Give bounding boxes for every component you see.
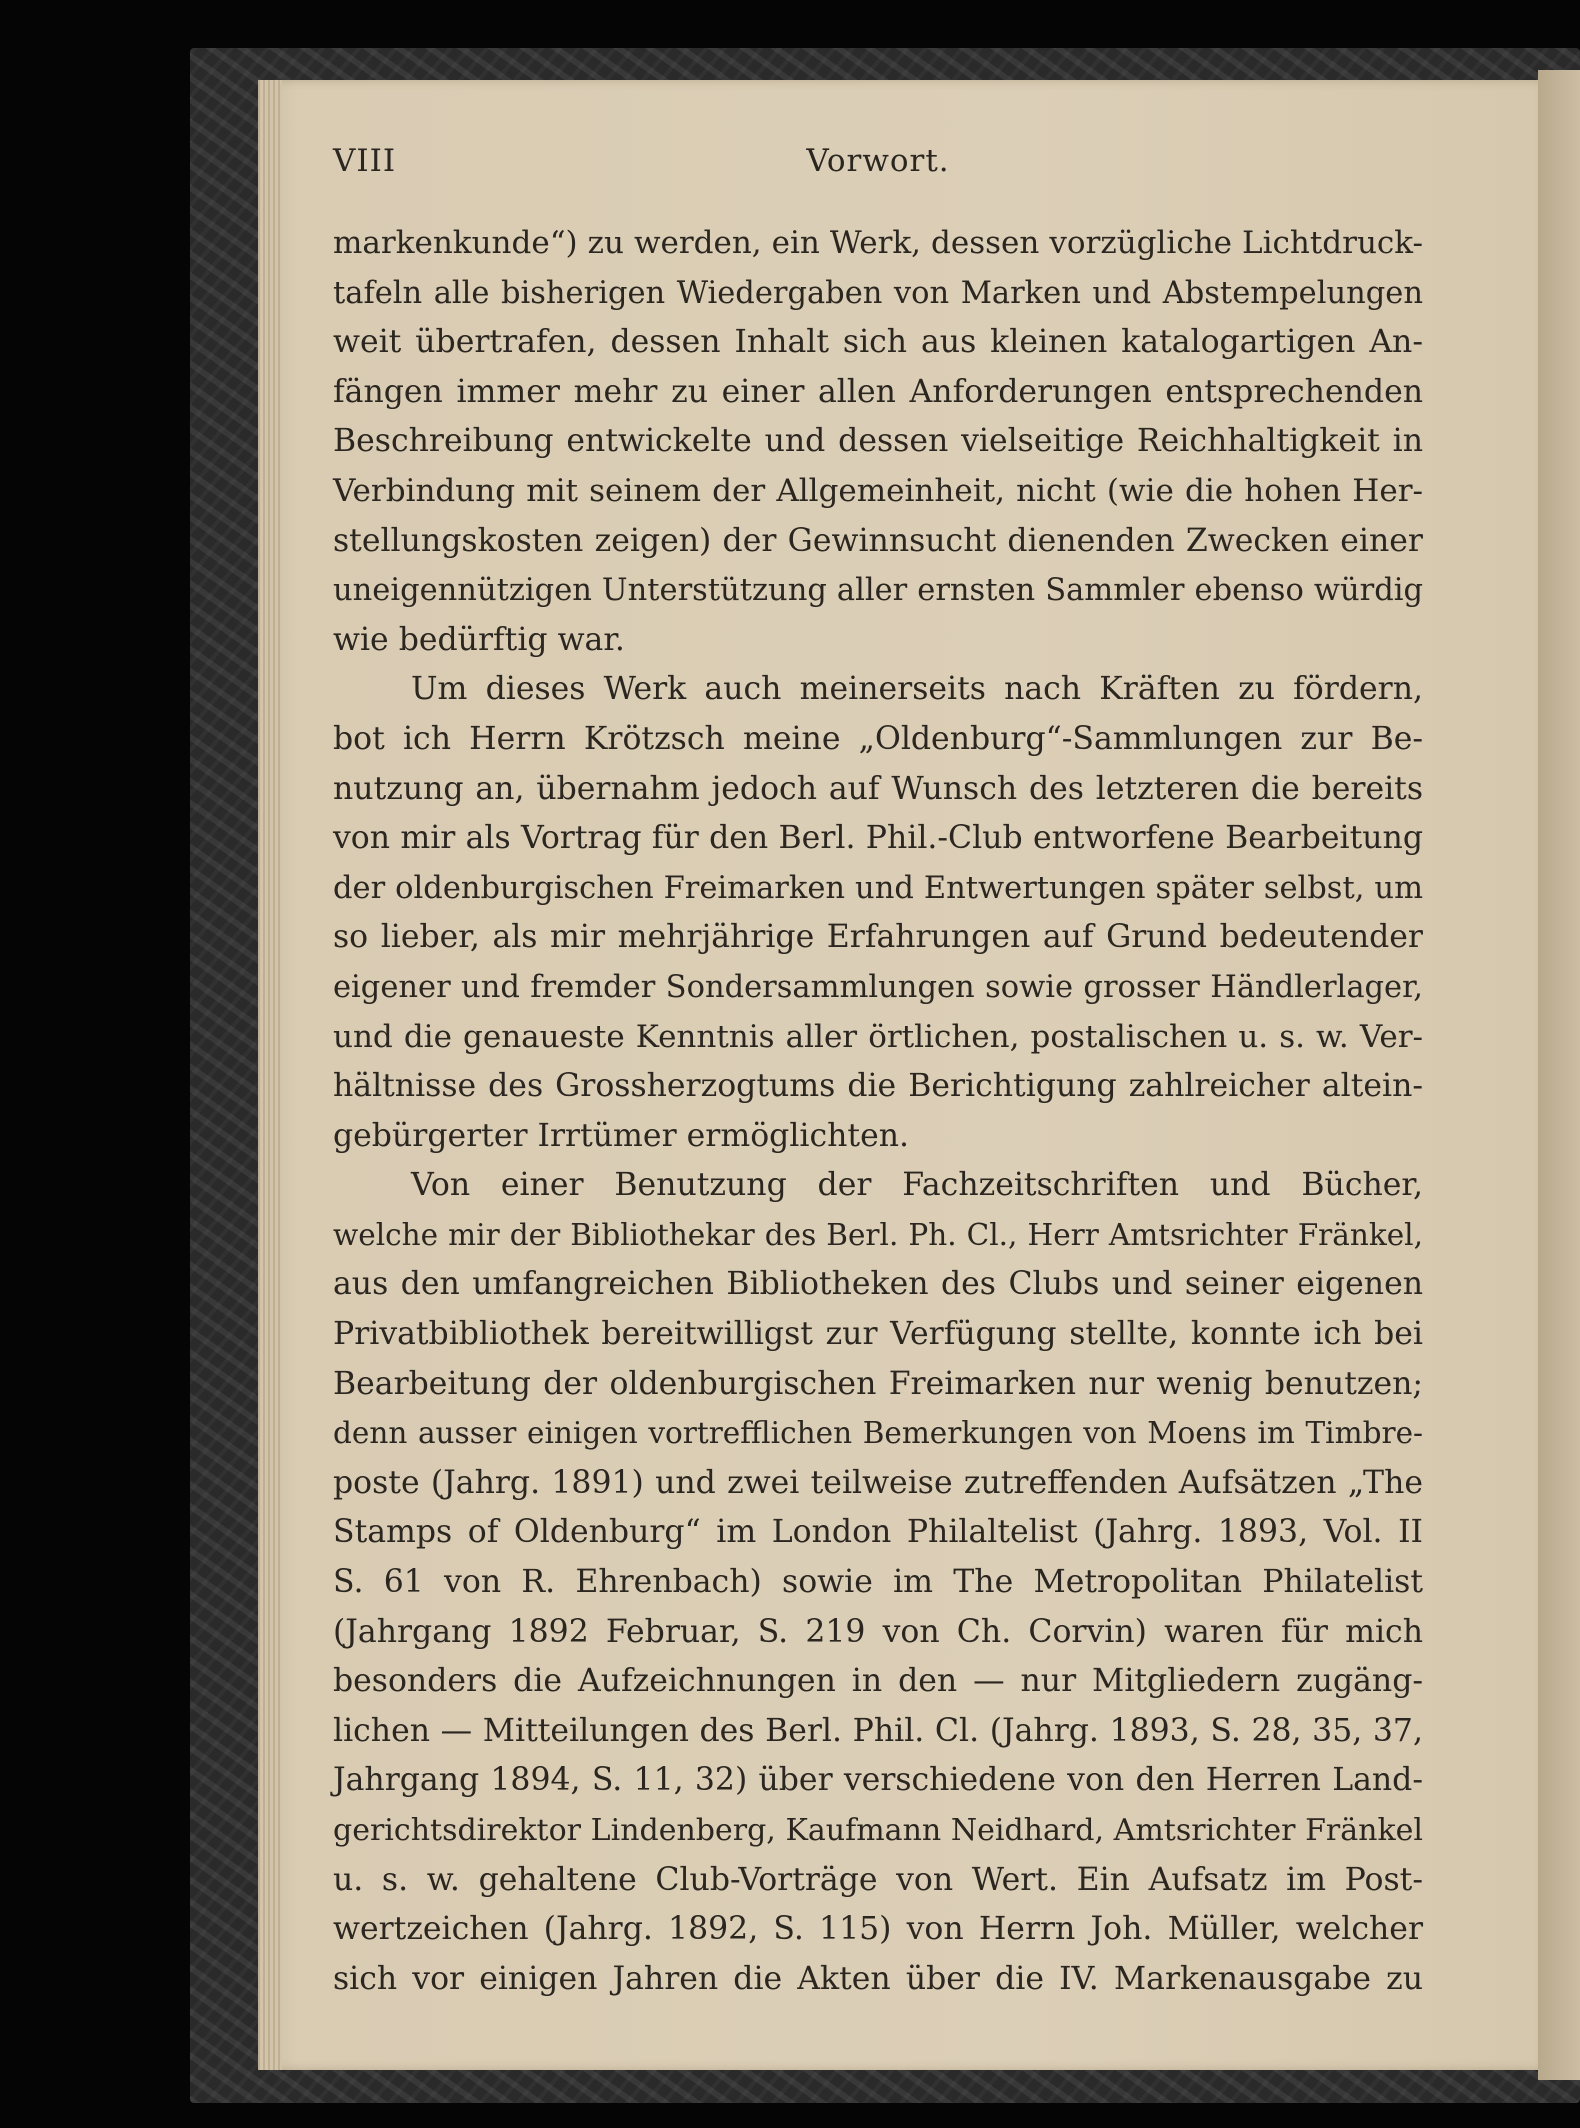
text-line: bot ich Herrn Krötzsch meine „Oldenburg“-Sammlungen zur Be-	[333, 720, 1423, 757]
page-gutter	[258, 80, 282, 2070]
text-line: und die genaueste Kenntnis aller örtlichen, postalischen u. s. w. Ver-	[333, 1018, 1423, 1055]
text-line: eigener und fremder Sondersammlungen sowie grosser Händlerlager,	[333, 969, 1423, 1005]
body-text	[333, 219, 1423, 2004]
text-line: sich vor einigen Jahren die Akten über die IV. Markenausgabe zu	[333, 1960, 1423, 1997]
text-line: Beschreibung entwickelte und dessen vielseitige Reichhaltigkeit in	[333, 423, 1423, 460]
text-line: (Jahrgang 1892 Februar, S. 219 von Ch. Corvin) waren für mich	[333, 1613, 1423, 1650]
text-line: weit übertrafen, dessen Inhalt sich aus kleinen katalogartigen An-	[333, 324, 1423, 361]
text-line: besonders die Aufzeichnungen in den — nur Mitgliedern zugäng-	[333, 1663, 1423, 1700]
page-header	[333, 143, 1423, 183]
text-line: gebürgerter Irrtümer ermöglichten.	[333, 1117, 910, 1154]
text-line: so lieber, als mir mehrjährige Erfahrungen auf Grund bedeutender	[333, 919, 1423, 956]
text-line: von mir als Vortrag für den Berl. Phil.-Club entworfene Bearbeitung	[333, 820, 1423, 857]
text-line: wertzeichen (Jahrg. 1892, S. 115) von Herrn Joh. Müller, welcher	[333, 1911, 1423, 1948]
text-line: Von einer Benutzung der Fachzeitschriften und Bücher,	[411, 1167, 1423, 1204]
text-line: stellungskosten zeigen) der Gewinnsucht dienenden Zwecken einer	[333, 522, 1423, 559]
text-line: lichen — Mitteilungen des Berl. Phil. Cl. (Jahrg. 1893, S. 28, 35, 37,	[333, 1712, 1423, 1749]
text-line: denn ausser einigen vortrefflichen Bemerkungen von Moens im Timbre-	[333, 1416, 1423, 1451]
running-title: Vorwort.	[806, 143, 950, 179]
text-line: welche mir der Bibliothekar des Berl. Ph. Cl., Herr Amtsrichter Fränkel,	[333, 1217, 1423, 1252]
text-line: S. 61 von R. Ehrenbach) sowie im The Metropolitan Philatelist	[333, 1564, 1423, 1601]
text-line: Jahrgang 1894, S. 11, 32) über verschiedene von den Herren Land-	[333, 1762, 1423, 1799]
page-number: VIII	[333, 143, 397, 179]
text-line: aus den umfangreichen Bibliotheken des Clubs und seiner eigenen	[333, 1266, 1423, 1303]
text-line: fängen immer mehr zu einer allen Anforderungen entsprechenden	[333, 373, 1423, 410]
text-line: hältnisse des Grossherzogtums die Berichtigung zahlreicher altein-	[333, 1068, 1423, 1105]
text-line: poste (Jahrg. 1891) und zwei teilweise zutreffenden Aufsätzen „The	[333, 1464, 1423, 1501]
text-line: Verbindung mit seinem der Allgemeinheit, nicht (wie die hohen Her-	[333, 472, 1423, 509]
text-line: Stamps of Oldenburg“ im London Philaltelist (Jahrg. 1893, Vol. II	[333, 1514, 1423, 1551]
text-line: gerichtsdirektor Lindenberg, Kaufmann Neidhard, Amtsrichter Fränkel	[333, 1813, 1423, 1848]
text-line: Um dieses Werk auch meinerseits nach Kräften zu fördern,	[411, 671, 1423, 708]
text-line: der oldenburgischen Freimarken und Entwertungen später selbst, um	[333, 870, 1423, 906]
text-line: u. s. w. gehaltene Club-Vorträge von Wert. Ein Aufsatz im Post-	[333, 1861, 1423, 1898]
text-line: markenkunde“) zu werden, ein Werk, dessen vorzügliche Lichtdruck-	[333, 225, 1423, 261]
text-line: tafeln alle bisherigen Wiedergaben von Marken und Abstempelungen	[333, 275, 1423, 311]
text-line: Privatbibliothek bereitwilligst zur Verfügung stellte, konnte ich bei	[333, 1316, 1423, 1353]
text-line: uneigennützigen Unterstützung aller ernsten Sammler ebenso würdig	[333, 573, 1423, 609]
text-line: wie bedürftig war.	[333, 621, 625, 658]
text-line: nutzung an, übernahm jedoch auf Wunsch des letzteren die bereits	[333, 770, 1423, 807]
page-fore-edge	[1538, 70, 1580, 2080]
text-line: Bearbeitung der oldenburgischen Freimarken nur wenig benutzen;	[333, 1365, 1423, 1402]
